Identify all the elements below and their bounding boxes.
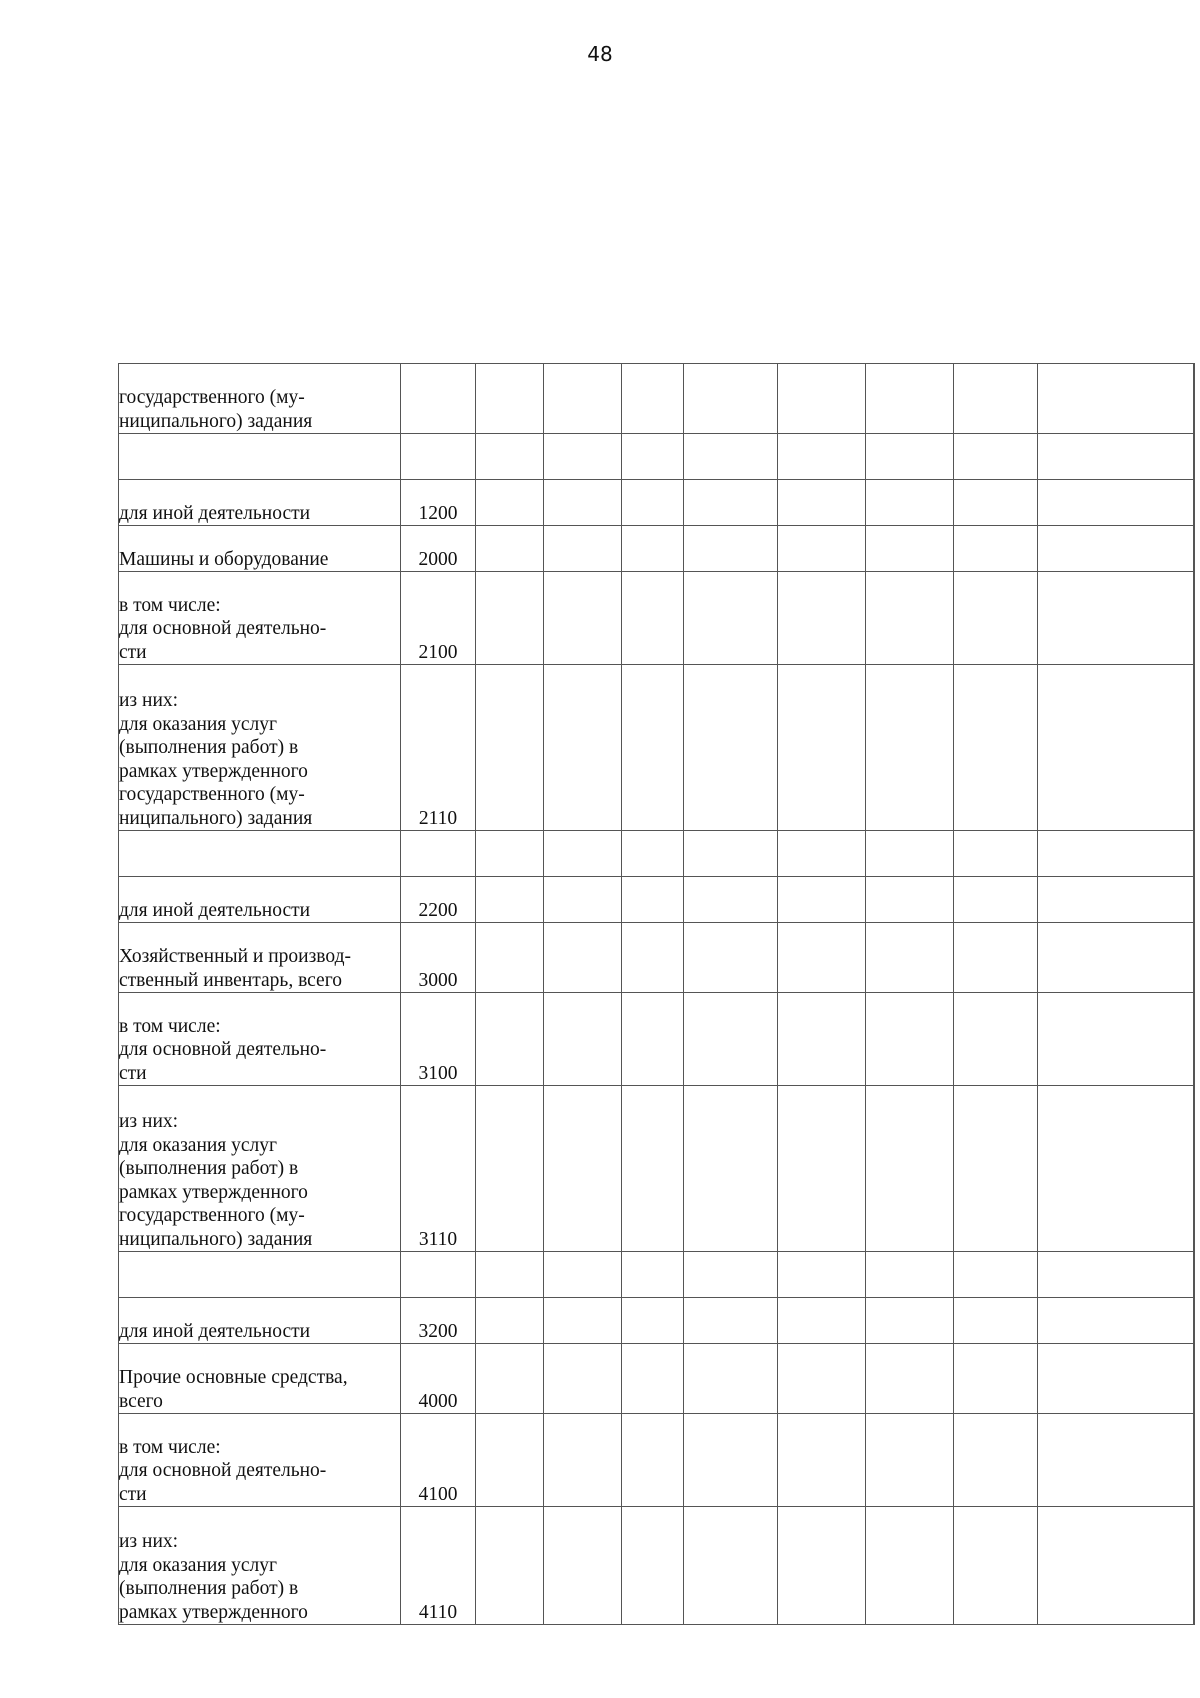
value-cell — [1194, 572, 1195, 665]
row-code: 4000 — [401, 1344, 476, 1414]
row-label-line: для основной деятельно- — [119, 1039, 327, 1060]
row-label-line: ниципального) задания — [119, 807, 313, 829]
row-label-line: в том числе: — [119, 1015, 221, 1037]
value-cell — [1038, 572, 1194, 665]
value-cell — [476, 572, 544, 665]
value-cell — [476, 526, 544, 572]
row-label-line: сти — [119, 1483, 147, 1505]
row-code: 2110 — [401, 665, 476, 831]
value-cell — [684, 526, 778, 572]
value-cell — [544, 923, 622, 993]
value-cell — [544, 1344, 622, 1414]
row-label-line: из них: — [119, 1111, 179, 1132]
row-code: 4100 — [401, 1414, 476, 1507]
value-cell — [544, 526, 622, 572]
value-cell — [684, 480, 778, 526]
value-cell — [476, 1086, 544, 1252]
row-label — [119, 831, 401, 877]
value-cell — [1038, 1252, 1194, 1298]
value-cell — [778, 1252, 866, 1298]
value-cell — [1194, 434, 1195, 480]
value-cell — [684, 665, 778, 831]
value-cell — [778, 877, 866, 923]
row-code: 1200 — [401, 480, 476, 526]
value-cell — [684, 1298, 778, 1344]
value-cell — [954, 1086, 1038, 1252]
row-label-line: ниципального) задания — [119, 410, 313, 432]
value-cell — [954, 480, 1038, 526]
value-cell — [684, 923, 778, 993]
row-label-line: для иной деятельности — [119, 1320, 311, 1342]
value-cell — [866, 434, 954, 480]
value-cell — [778, 993, 866, 1086]
row-label-line: сти — [119, 641, 147, 663]
value-cell — [866, 480, 954, 526]
value-cell — [622, 877, 684, 923]
value-cell — [1038, 364, 1194, 434]
value-cell — [476, 923, 544, 993]
value-cell — [778, 526, 866, 572]
row-label-line: рамках утвержденного — [119, 1601, 308, 1623]
value-cell — [622, 1252, 684, 1298]
value-cell — [622, 364, 684, 434]
table-row — [119, 665, 1195, 831]
value-cell — [1038, 665, 1194, 831]
value-cell — [866, 572, 954, 665]
value-cell — [866, 1507, 954, 1625]
value-cell — [778, 831, 866, 877]
value-cell — [1194, 831, 1195, 877]
value-cell — [544, 1298, 622, 1344]
value-cell — [684, 877, 778, 923]
table-row — [119, 526, 1195, 572]
value-cell — [954, 923, 1038, 993]
row-label-line: для иной деятельности — [119, 899, 311, 921]
value-cell — [954, 1507, 1038, 1625]
value-cell — [1194, 923, 1195, 993]
value-cell — [1038, 526, 1194, 572]
value-cell — [476, 1252, 544, 1298]
value-cell — [1194, 665, 1195, 831]
value-cell — [954, 1298, 1038, 1344]
value-cell — [684, 434, 778, 480]
row-label — [119, 877, 401, 923]
value-cell — [954, 1344, 1038, 1414]
row-label-line: (выполнения работ) в — [119, 737, 299, 758]
value-cell — [1194, 480, 1195, 526]
value-cell — [544, 993, 622, 1086]
row-label-line: для иной деятельности — [119, 502, 311, 524]
row-label-line: Хозяйственный и производ- — [119, 946, 351, 967]
row-label-line: всего — [119, 1390, 163, 1412]
value-cell — [1194, 1344, 1195, 1414]
table-row — [119, 993, 1195, 1086]
value-cell — [954, 1414, 1038, 1507]
value-cell — [1038, 434, 1194, 480]
row-label — [119, 993, 401, 1086]
value-cell — [866, 831, 954, 877]
value-cell — [954, 665, 1038, 831]
value-cell — [866, 1252, 954, 1298]
row-label-line: государственного (му- — [119, 387, 305, 408]
value-cell — [954, 877, 1038, 923]
value-cell — [1194, 877, 1195, 923]
table-row — [119, 364, 1195, 434]
value-cell — [778, 1507, 866, 1625]
row-label — [119, 1344, 401, 1414]
row-label — [119, 1507, 401, 1625]
value-cell — [866, 364, 954, 434]
row-code: 4110 — [401, 1507, 476, 1625]
row-label-line: в том числе: — [119, 1436, 221, 1458]
value-cell — [544, 1252, 622, 1298]
value-cell — [684, 993, 778, 1086]
row-code: 3100 — [401, 993, 476, 1086]
value-cell — [778, 434, 866, 480]
value-cell — [1038, 877, 1194, 923]
row-label — [119, 434, 401, 480]
value-cell — [1038, 1086, 1194, 1252]
table-row — [119, 1298, 1195, 1344]
row-label — [119, 480, 401, 526]
value-cell — [622, 1414, 684, 1507]
row-label-line: из них: — [119, 690, 179, 711]
row-label-line: ниципального) задания — [119, 1228, 313, 1250]
value-cell — [954, 526, 1038, 572]
value-cell — [544, 434, 622, 480]
row-code: 3000 — [401, 923, 476, 993]
row-label-line: (выполнения работ) в — [119, 1578, 299, 1599]
table-row — [119, 1344, 1195, 1414]
row-label — [119, 665, 401, 831]
row-label — [119, 572, 401, 665]
value-cell — [684, 572, 778, 665]
value-cell — [1194, 1414, 1195, 1507]
page-number: 48 — [587, 42, 613, 66]
row-code — [401, 364, 476, 434]
value-cell — [544, 831, 622, 877]
row-label-line: (выполнения работ) в — [119, 1158, 299, 1179]
row-label-line: сти — [119, 1062, 147, 1084]
value-cell — [544, 1414, 622, 1507]
value-cell — [622, 665, 684, 831]
value-cell — [476, 993, 544, 1086]
value-cell — [1194, 1507, 1195, 1625]
value-cell — [544, 1507, 622, 1625]
value-cell — [866, 993, 954, 1086]
table-row — [119, 480, 1195, 526]
table-row — [119, 1252, 1195, 1298]
row-label-line: для основной деятельно- — [119, 618, 327, 639]
value-cell — [954, 831, 1038, 877]
value-cell — [476, 1298, 544, 1344]
table-row — [119, 831, 1195, 877]
value-cell — [544, 877, 622, 923]
value-cell — [866, 665, 954, 831]
value-cell — [778, 572, 866, 665]
row-code — [401, 1252, 476, 1298]
value-cell — [684, 1414, 778, 1507]
value-cell — [476, 480, 544, 526]
row-label-line: Машины и оборудование — [119, 548, 329, 570]
row-label — [119, 923, 401, 993]
value-cell — [866, 877, 954, 923]
row-label-line: государственного (му- — [119, 784, 305, 805]
row-label-line: для оказания услуг — [119, 1554, 278, 1576]
row-label-line: рамках утвержденного — [119, 1181, 308, 1203]
value-cell — [476, 665, 544, 831]
value-cell — [684, 364, 778, 434]
value-cell — [866, 923, 954, 993]
value-cell — [476, 1414, 544, 1507]
row-label — [119, 1414, 401, 1507]
row-code — [401, 831, 476, 877]
value-cell — [866, 1414, 954, 1507]
value-cell — [622, 923, 684, 993]
row-label-line: для основной деятельно- — [119, 1460, 327, 1481]
value-cell — [954, 1252, 1038, 1298]
value-cell — [954, 364, 1038, 434]
value-cell — [544, 480, 622, 526]
value-cell — [622, 1507, 684, 1625]
value-cell — [778, 1414, 866, 1507]
value-cell — [1038, 923, 1194, 993]
value-cell — [778, 665, 866, 831]
row-code — [401, 434, 476, 480]
table-row — [119, 1507, 1195, 1625]
value-cell — [476, 1344, 544, 1414]
value-cell — [1038, 480, 1194, 526]
fixed-assets-table — [118, 363, 1195, 1625]
value-cell — [778, 1298, 866, 1344]
row-label-line: государственного (му- — [119, 1205, 305, 1226]
value-cell — [684, 1507, 778, 1625]
row-label-line: из них: — [119, 1531, 179, 1552]
value-cell — [622, 480, 684, 526]
row-code: 3200 — [401, 1298, 476, 1344]
row-label-line: рамках утвержденного — [119, 760, 308, 782]
row-label — [119, 1298, 401, 1344]
value-cell — [476, 831, 544, 877]
value-cell — [1194, 1298, 1195, 1344]
value-cell — [1194, 1252, 1195, 1298]
value-cell — [1194, 364, 1195, 434]
value-cell — [1038, 1298, 1194, 1344]
value-cell — [866, 1298, 954, 1344]
value-cell — [622, 572, 684, 665]
value-cell — [866, 1344, 954, 1414]
row-label — [119, 364, 401, 434]
table-row — [119, 923, 1195, 993]
value-cell — [954, 434, 1038, 480]
value-cell — [684, 831, 778, 877]
value-cell — [778, 364, 866, 434]
value-cell — [476, 877, 544, 923]
value-cell — [684, 1086, 778, 1252]
value-cell — [684, 1252, 778, 1298]
row-label-line: для оказания услуг — [119, 713, 278, 735]
value-cell — [622, 526, 684, 572]
row-code: 2200 — [401, 877, 476, 923]
value-cell — [1038, 1414, 1194, 1507]
value-cell — [476, 364, 544, 434]
value-cell — [544, 665, 622, 831]
table-row — [119, 572, 1195, 665]
row-label — [119, 1252, 401, 1298]
table-row — [119, 1414, 1195, 1507]
value-cell — [544, 1086, 622, 1252]
row-label-line: для оказания услуг — [119, 1134, 278, 1156]
value-cell — [1194, 526, 1195, 572]
row-code: 3110 — [401, 1086, 476, 1252]
value-cell — [544, 572, 622, 665]
value-cell — [622, 831, 684, 877]
value-cell — [866, 526, 954, 572]
value-cell — [544, 364, 622, 434]
value-cell — [866, 1086, 954, 1252]
value-cell — [622, 434, 684, 480]
value-cell — [1038, 1344, 1194, 1414]
value-cell — [778, 1086, 866, 1252]
row-label-line: в том числе: — [119, 594, 221, 616]
row-label-line: ственный инвентарь, всего — [119, 969, 342, 991]
row-label — [119, 526, 401, 572]
row-code: 2100 — [401, 572, 476, 665]
table-row — [119, 877, 1195, 923]
value-cell — [1194, 993, 1195, 1086]
value-cell — [1038, 831, 1194, 877]
table-row — [119, 434, 1195, 480]
value-cell — [622, 1298, 684, 1344]
value-cell — [622, 1344, 684, 1414]
value-cell — [622, 1086, 684, 1252]
value-cell — [778, 923, 866, 993]
value-cell — [1038, 993, 1194, 1086]
table-row — [119, 1086, 1195, 1252]
value-cell — [476, 434, 544, 480]
row-code: 2000 — [401, 526, 476, 572]
row-label-line: Прочие основные средства, — [119, 1367, 348, 1388]
row-label — [119, 1086, 401, 1252]
value-cell — [476, 1507, 544, 1625]
value-cell — [684, 1344, 778, 1414]
value-cell — [778, 1344, 866, 1414]
value-cell — [778, 480, 866, 526]
value-cell — [954, 572, 1038, 665]
value-cell — [622, 993, 684, 1086]
value-cell — [1038, 1507, 1194, 1625]
value-cell — [1194, 1086, 1195, 1252]
value-cell — [954, 993, 1038, 1086]
